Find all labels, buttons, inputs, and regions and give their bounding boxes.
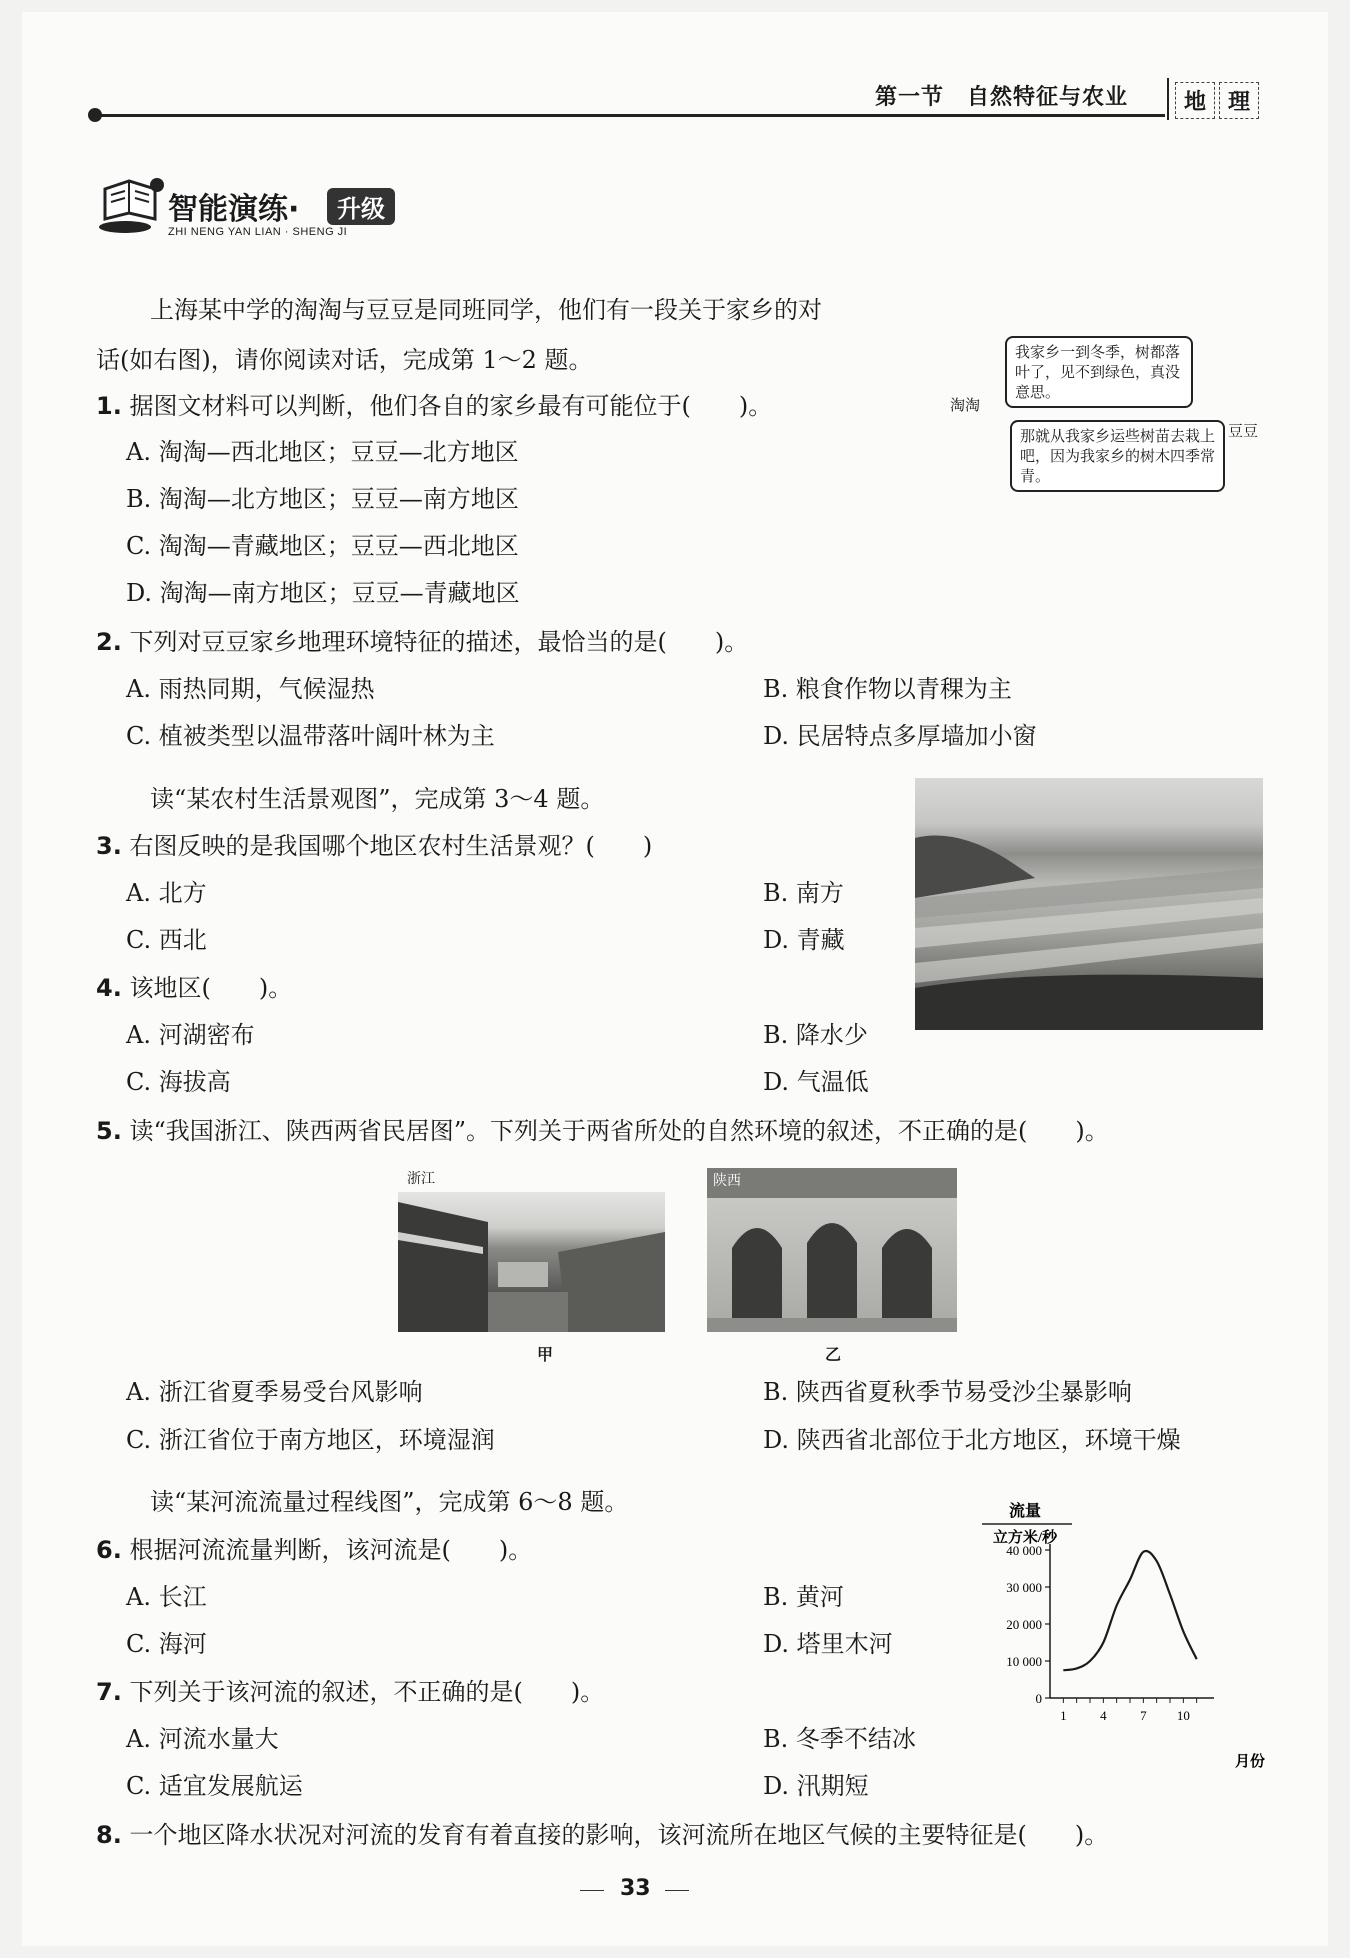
option[interactable]: D. 青藏	[763, 926, 845, 954]
section-title: 智能演练·	[168, 192, 300, 227]
option[interactable]: A. 雨热同期，气候湿热	[126, 675, 375, 703]
option[interactable]: B. 陕西省夏秋季节易受沙尘暴影响	[763, 1378, 1132, 1406]
y-axis-label: 立方米/秒	[992, 1530, 1058, 1546]
y-tick-label: 30 000	[1006, 1580, 1042, 1595]
photo-label-zhejiang: 浙江	[407, 1171, 435, 1187]
option[interactable]: C. 适宜发展航运	[126, 1772, 303, 1800]
speech-bubble-doudou: 那就从我家乡运些树苗去栽上吧，因为我家乡的树木四季常青。	[1010, 420, 1225, 492]
option[interactable]: A. 浙江省夏季易受台风影响	[126, 1378, 423, 1406]
option[interactable]: A. 长江	[126, 1583, 207, 1611]
speech-bubble-taotao: 我家乡一到冬季，树都落叶了，见不到绿色，真没意思。	[1005, 336, 1193, 408]
question-3	[96, 826, 652, 861]
question-1	[96, 386, 772, 421]
section-badge: 升级	[327, 188, 395, 225]
option[interactable]: A. 淘淘—西北地区；豆豆—北方地区	[126, 438, 519, 466]
intro-text: 话(如右图)，请你阅读对话，完成第 1～2 题。	[96, 346, 593, 374]
page-number-rule-left	[580, 1890, 604, 1891]
question-stem: 下列关于该河流的叙述，不正确的是( )。	[129, 1678, 605, 1706]
option[interactable]: D. 气温低	[763, 1068, 869, 1096]
section-pinyin: ZHI NENG YAN LIAN · SHENG JI	[168, 226, 348, 238]
question-7	[96, 1672, 604, 1707]
book-icon	[95, 175, 167, 237]
option[interactable]: A. 河湖密布	[126, 1021, 255, 1049]
page-number: 33	[620, 1876, 651, 1901]
option[interactable]: A. 河流水量大	[126, 1725, 279, 1753]
question-number: 2.	[96, 628, 122, 656]
speaker-taotao: 淘淘	[950, 396, 981, 414]
x-tick-label: 7	[1140, 1708, 1147, 1723]
question-number: 6.	[96, 1536, 122, 1564]
photo-caption-right: 乙	[825, 1345, 842, 1364]
question-number: 8.	[96, 1821, 122, 1849]
speaker-doudou: 豆豆	[1228, 422, 1259, 440]
question-4	[96, 968, 292, 1003]
x-tick-label: 10	[1176, 1708, 1190, 1723]
question-8	[96, 1815, 1108, 1850]
option[interactable]: C. 海拔高	[126, 1068, 231, 1096]
option[interactable]: B. 黄河	[763, 1583, 844, 1611]
y-tick-label: 20 000	[1006, 1617, 1042, 1632]
chapter-title: 第一节 自然特征与农业	[875, 84, 1129, 110]
option[interactable]: B. 南方	[763, 879, 844, 907]
subject-label	[1175, 82, 1263, 119]
x-tick-label: 4	[1100, 1708, 1107, 1723]
flow-series-line	[1063, 1551, 1196, 1670]
question-stem: 根据河流流量判断，该河流是( )。	[129, 1536, 533, 1564]
x-axis-label: 月份	[1234, 1754, 1266, 1770]
zhejiang-house-photo	[398, 1192, 665, 1332]
question-number: 4.	[96, 974, 122, 1002]
header-separator	[1167, 78, 1171, 120]
header-rule	[95, 114, 1165, 117]
river-flow-chart	[980, 1498, 1280, 1788]
option[interactable]: B. 降水少	[763, 1021, 868, 1049]
question-2	[96, 622, 748, 657]
y-tick-label: 0	[1035, 1691, 1042, 1706]
option[interactable]: A. 北方	[126, 879, 207, 907]
option[interactable]: D. 陕西省北部位于北方地区，环境干燥	[763, 1426, 1181, 1454]
question-stem: 一个地区降水状况对河流的发育有着直接的影响，该河流所在地区气候的主要特征是( )。	[129, 1821, 1109, 1849]
subject-char: 地	[1175, 82, 1215, 119]
intro-text: 读“某河流流量过程线图”，完成第 6～8 题。	[150, 1488, 629, 1516]
option[interactable]: B. 淘淘—北方地区；豆豆—南方地区	[126, 485, 519, 513]
page-number-rule-right	[665, 1890, 689, 1891]
option[interactable]: B. 冬季不结冰	[763, 1725, 916, 1753]
option[interactable]: D. 淘淘—南方地区；豆豆—青藏地区	[126, 579, 520, 607]
question-number: 5.	[96, 1117, 122, 1145]
question-stem: 右图反映的是我国哪个地区农村生活景观？( )	[129, 832, 653, 860]
option[interactable]: C. 海河	[126, 1630, 207, 1658]
y-tick-label: 10 000	[1006, 1654, 1042, 1669]
option[interactable]: C. 植被类型以温带落叶阔叶林为主	[126, 722, 495, 750]
option[interactable]: D. 塔里木河	[763, 1630, 893, 1658]
photo-caption-left: 甲	[537, 1345, 554, 1364]
option[interactable]: C. 淘淘—青藏地区；豆豆—西北地区	[126, 532, 519, 560]
question-stem: 该地区( )。	[129, 974, 293, 1002]
intro-text: 读“某农村生活景观图”，完成第 3～4 题。	[150, 785, 605, 813]
chart-title: 流量	[1008, 1503, 1042, 1520]
question-stem: 据图文材料可以判断，他们各自的家乡最有可能位于( )。	[129, 392, 773, 420]
subject-char: 理	[1219, 82, 1259, 119]
rural-landscape-photo	[915, 778, 1263, 1030]
question-number: 1.	[96, 392, 122, 420]
question-stem: 读“我国浙江、陕西两省民居图”。下列关于两省所处的自然环境的叙述，不正确的是( )。	[129, 1117, 1109, 1145]
intro-text: 上海某中学的淘淘与豆豆是同班同学，他们有一段关于家乡的对	[150, 296, 822, 324]
option[interactable]: B. 粮食作物以青稞为主	[763, 675, 1012, 703]
question-5	[96, 1111, 1109, 1146]
x-tick-label: 1	[1060, 1708, 1067, 1723]
option[interactable]: D. 汛期短	[763, 1772, 869, 1800]
photo-label-shaanxi: 陕西	[713, 1173, 741, 1189]
question-number: 7.	[96, 1678, 122, 1706]
option[interactable]: D. 民居特点多厚墙加小窗	[763, 722, 1037, 750]
option[interactable]: C. 西北	[126, 926, 207, 954]
option[interactable]: C. 浙江省位于南方地区，环境湿润	[126, 1426, 495, 1454]
shaanxi-house-photo	[707, 1168, 957, 1332]
question-stem: 下列对豆豆家乡地理环境特征的描述，最恰当的是( )。	[129, 628, 749, 656]
y-tick-label: 40 000	[1006, 1543, 1042, 1558]
question-number: 3.	[96, 832, 122, 860]
question-6	[96, 1530, 532, 1565]
